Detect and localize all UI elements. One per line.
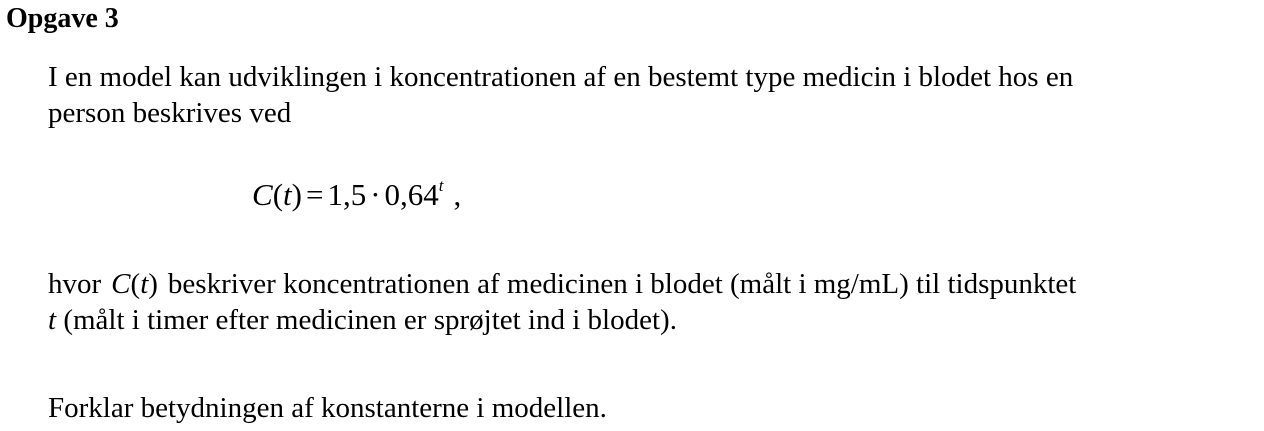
explanation-paragraph: [48, 266, 1076, 338]
formula-coefficient: 1,5: [327, 177, 367, 212]
explanation-line-2-text: (målt i timer efter medicinen er sprøjtet ind i blodet).: [63, 304, 677, 336]
formula-open-paren: (: [272, 177, 284, 212]
explanation-close-paren: ): [148, 268, 158, 300]
explanation-open-paren: (: [130, 268, 141, 300]
explanation-time-variable: t: [48, 304, 57, 336]
formula-exponent: t: [438, 176, 444, 195]
intro-line-1: I en model kan udviklingen i koncentrationen af en bestemt type medicin i blodet hos en: [48, 61, 1074, 93]
explanation-function: C: [111, 268, 131, 300]
formula-base: 0,64: [384, 177, 439, 212]
exercise-heading: Opgave 3: [6, 3, 119, 34]
explanation-line-1: [48, 266, 1076, 302]
intro-line-2: person beskrives ved: [48, 97, 292, 129]
formula-close-paren: ): [291, 177, 302, 212]
formula-multiply-dot: ·: [370, 177, 381, 212]
explanation-line-2: [48, 302, 1076, 338]
explanation-line-1-text: beskriver koncentrationen af medicinen i blodet (målt i mg/mL) til tidspunktet: [167, 268, 1077, 300]
question-text: Forklar betydningen af konstanterne i modellen.: [48, 392, 607, 424]
model-formula: [252, 177, 461, 218]
formula-equals: =: [305, 177, 324, 212]
formula-trailing-comma: ,: [453, 177, 462, 212]
explanation-prefix: hvor: [48, 268, 102, 300]
formula-variable: t: [283, 177, 292, 212]
intro-paragraph: [48, 59, 1073, 131]
explanation-variable: t: [140, 268, 149, 300]
formula-function: C: [252, 177, 273, 212]
